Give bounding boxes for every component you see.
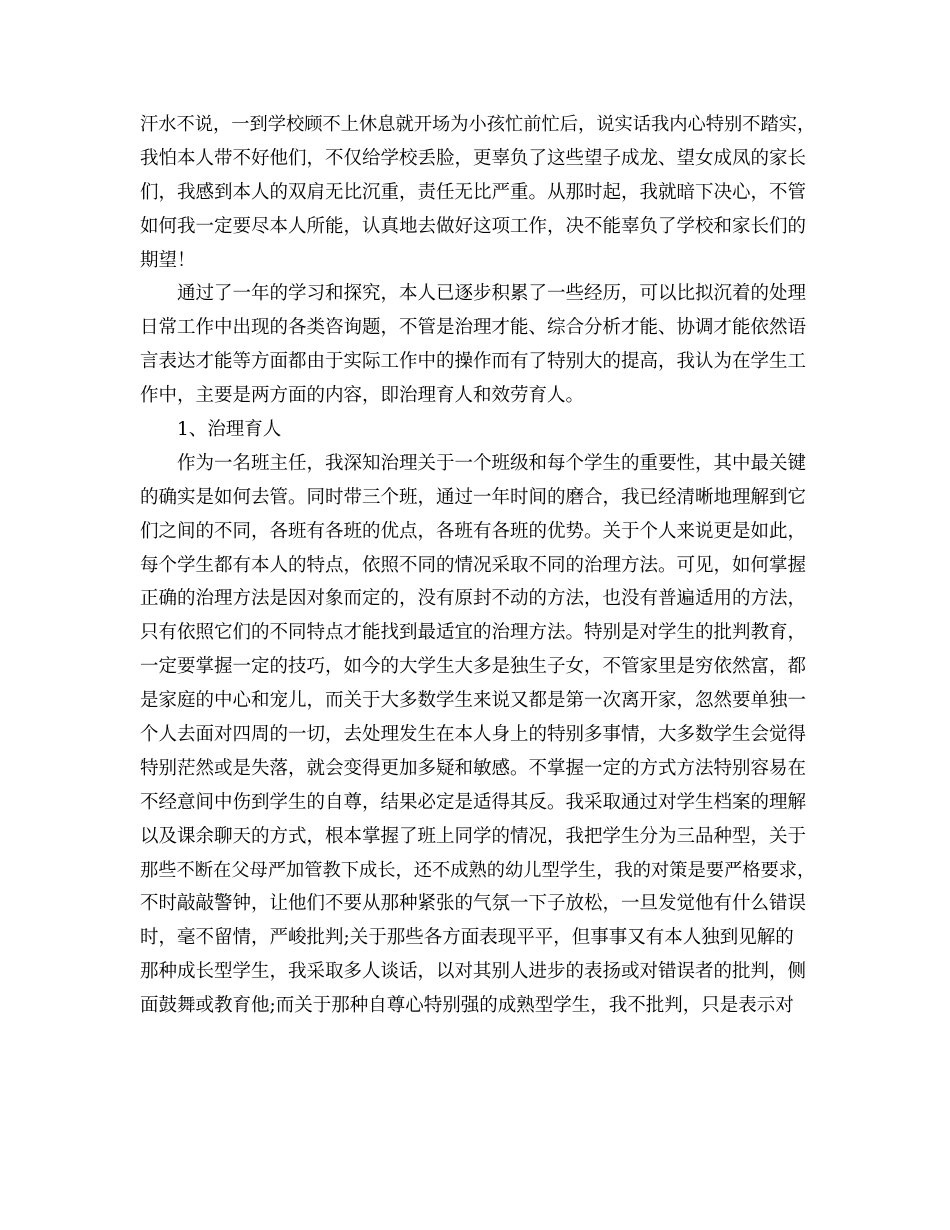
text-line: 时，毫不留情，严峻批判;关于那些各方面表现平平，但事事又有本人独到见解的 [140, 927, 794, 949]
text-line: 每个学生都有本人的特点，依照不同的情况采取不同的治理方法。可见，如何掌握 [140, 554, 807, 576]
text-line: 作为一名班主任，我深知治理关于一个班级和每个学生的重要性，其中最关键 [177, 452, 807, 474]
text-line: 那种成长型学生，我采取多人谈话，以对其别人进步的表扬或对错误者的批判，侧 [140, 961, 807, 983]
text-line: 个人去面对四周的一切，去处理发生在本人身上的特别多事情，大多数学生会觉得 [140, 724, 807, 746]
text-line: 的确实是如何去管。同时带三个班，通过一年时间的磨合，我已经清晰地理解到它 [140, 486, 807, 508]
text-line: 面鼓舞或教育他;而关于那种自尊心特别强的成熟型学生，我不批判，只是表示对 [140, 995, 794, 1017]
text-line: 不经意间中伤到学生的自尊，结果必定是适得其反。我采取通过对学生档案的理解 [140, 791, 807, 813]
text-line: 言表达才能等方面都由于实际工作中的操作而有了特别大的提高，我认为在学生工 [140, 351, 807, 373]
text-line: 是家庭的中心和宠儿，而关于大多数学生来说又都是第一次离开家，忽然要单独一 [140, 690, 807, 712]
text-line: 那些不断在父母严加管教下成长，还不成熟的幼儿型学生，我的对策是要严格要求， [140, 859, 816, 881]
body-text [140, 108, 820, 1023]
text-line: 只有依照它们的不同特点才能找到最适宜的治理方法。特别是对学生的批判教育， [140, 622, 807, 644]
text-line: 特别茫然或是失落，就会变得更加多疑和敏感。不掌握一定的方式方法特别容易在 [140, 757, 807, 779]
text-line: 们之间的不同，各班有各班的优点，各班有各班的优势。关于个人来说更是如此， [140, 520, 807, 542]
text-line: 期望！ [140, 249, 196, 271]
text-line: 不时敲敲警钟，让他们不要从那种紧张的气氛一下子放松，一旦发觉他有什么错误 [140, 893, 807, 915]
text-line: 1、治理育人 [177, 419, 282, 441]
text-line: 作中，主要是两方面的内容，即治理育人和效劳育人。 [140, 385, 585, 407]
text-line: 一定要掌握一定的技巧，如今的大学生大多是独生子女，不管家里是穷依然富，都 [140, 656, 807, 678]
text-line: 汗水不说，一到学校顾不上休息就开场为小孩忙前忙后，说实话我内心特别不踏实， [140, 114, 816, 135]
text-line: 以及课余聊天的方式，根本掌握了班上同学的情况，我把学生分为三品种型，关于 [140, 825, 807, 847]
text-line: 们，我感到本人的双肩无比沉重，责任无比严重。从那时起，我就暗下决心，不管 [140, 181, 807, 203]
text-line: 我怕本人带不好他们，不仅给学校丢脸，更辜负了这些望子成龙、望女成凤的家长 [140, 147, 807, 169]
text-line: 日常工作中出现的各类咨询题，不管是治理才能、综合分析才能、协调才能依然语 [140, 317, 807, 339]
text-line: 如何我一定要尽本人所能，认真地去做好这项工作，决不能辜负了学校和家长们的 [140, 215, 807, 237]
text-line: 正确的治理方法是因对象而定的，没有原封不动的方法，也没有普遍适用的方法， [140, 588, 807, 610]
text-line: 通过了一年的学习和探究，本人已逐步积累了一些经历，可以比拟沉着的处理 [177, 283, 807, 305]
